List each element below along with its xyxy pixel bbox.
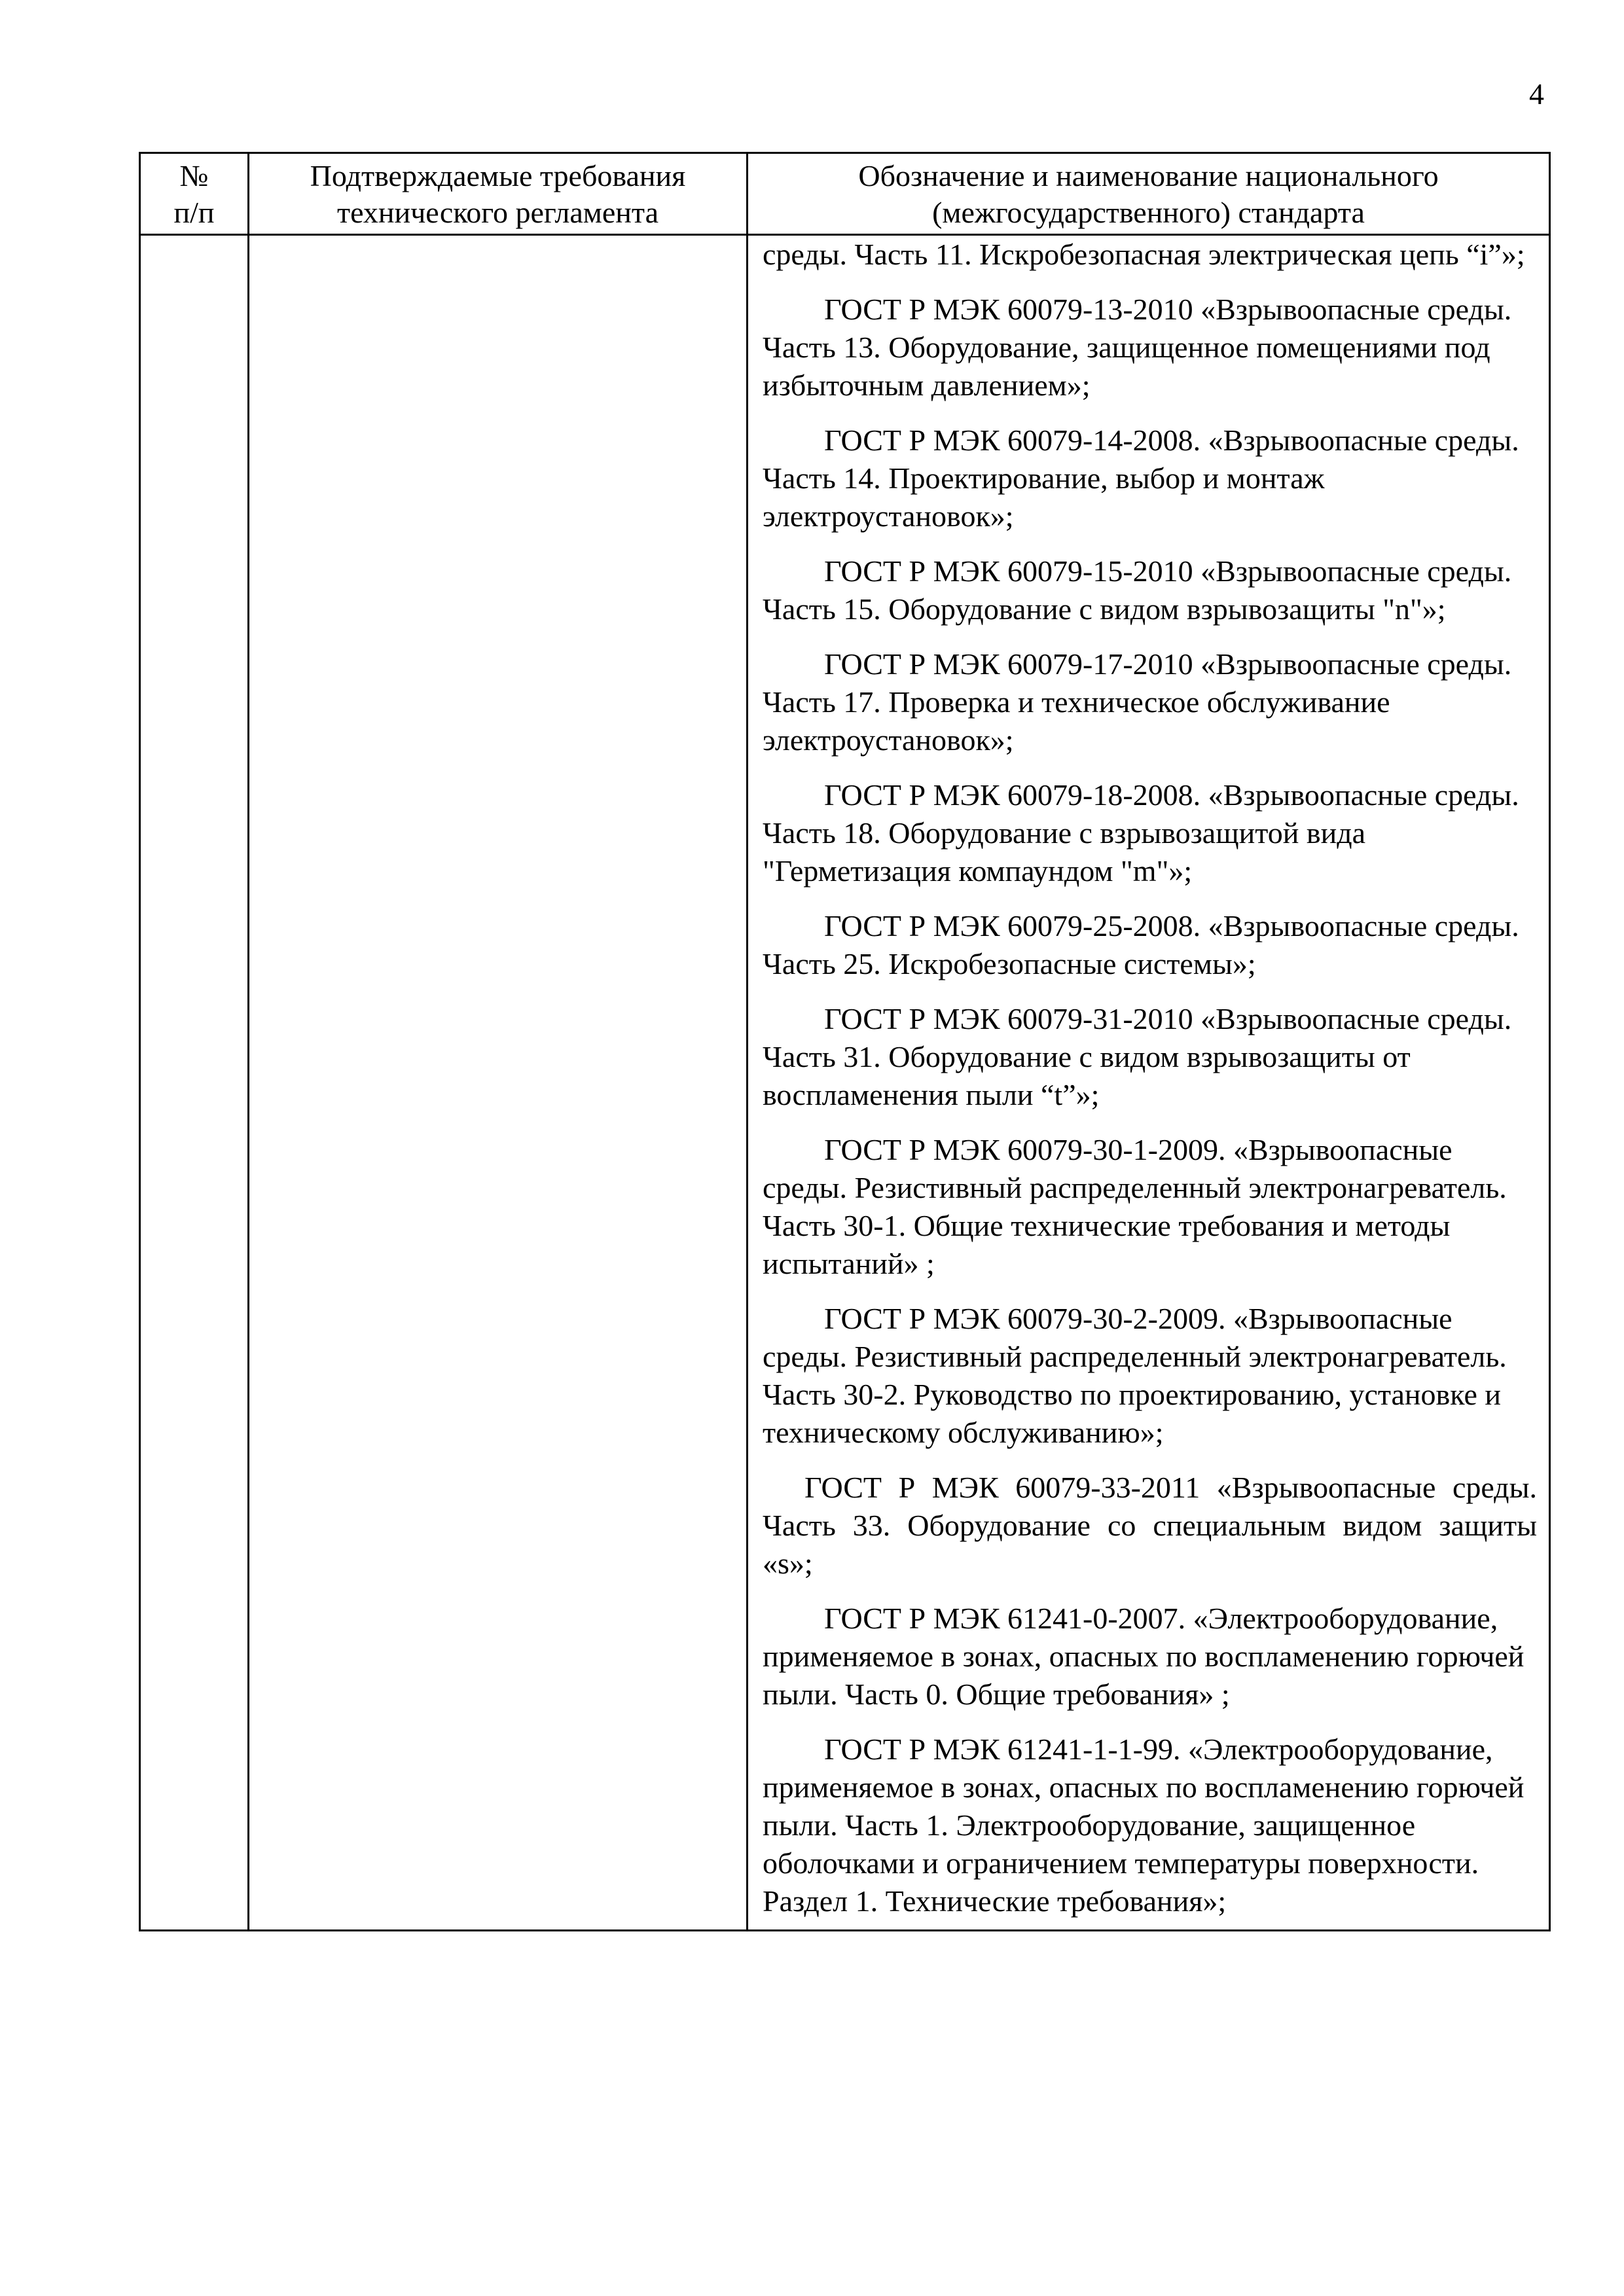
header-number-line-1: №: [179, 159, 209, 192]
header-requirements-line-2: технического регламента: [336, 196, 659, 229]
standard-entry: ГОСТ Р МЭК 60079-31-2010 «Взрывоопасные среды. Часть 31. Оборудование с видом взрывозащиты от воспламенения пыли “t”»;: [763, 1002, 1512, 1111]
page-number: 4: [1529, 77, 1544, 111]
standard-entry: ГОСТ Р МЭК 60079-30-2-2009. «Взрывоопасные среды. Резистивный распределенный электронагреватель. Часть 30-2. Руководство по проектированию, установке и техническому обслуживанию»;: [763, 1302, 1507, 1449]
header-standard-line-2: (межгосударственного) стандарта: [932, 196, 1365, 229]
standard-entry: среды. Часть 11. Искробезопасная электрическая цепь “i”»;: [763, 238, 1525, 271]
header-requirements-line-1: Подтверждаемые требования: [310, 159, 686, 192]
number-cell: [140, 235, 249, 1931]
standard-entry: ГОСТ Р МЭК 60079-14-2008. «Взрывоопасные среды. Часть 14. Проектирование, выбор и монтаж электроустановок»;: [763, 423, 1519, 533]
header-standard: [748, 153, 1550, 235]
standard-entry: ГОСТ Р МЭК 60079-33-2011 «Взрывоопасные среды. Часть 33. Оборудование со специальным видом защиты «s»;: [763, 1471, 1537, 1580]
standard-entry: ГОСТ Р МЭК 60079-17-2010 «Взрывоопасные среды. Часть 17. Проверка и техническое обслуживание электроустановок»;: [763, 647, 1512, 757]
standard-entry: ГОСТ Р МЭК 61241-0-2007. «Электрооборудование, применяемое в зонах, опасных по воспламенению горючей пыли. Часть 0. Общие требования» ;: [763, 1602, 1525, 1711]
table-row: [140, 235, 1550, 1931]
standards-table: [139, 152, 1551, 1931]
table-header-row: [140, 153, 1550, 235]
header-number: [140, 153, 249, 235]
standard-entry: ГОСТ Р МЭК 60079-13-2010 «Взрывоопасные среды. Часть 13. Оборудование, защищенное помещениями под избыточным давлением»;: [763, 293, 1512, 402]
requirements-cell: [249, 235, 748, 1931]
standard-entry: ГОСТ Р МЭК 60079-30-1-2009. «Взрывоопасные среды. Резистивный распределенный электронагреватель. Часть 30-1. Общие технические требования и методы испытаний» ;: [763, 1133, 1507, 1280]
standard-entry: ГОСТ Р МЭК 61241-1-1-99. «Электрооборудование, применяемое в зонах, опасных по воспламенению горючей пыли. Часть 1. Электрооборудование, защищенное оболочками и ограничением температуры поверхности. Раздел 1. Технические требования»;: [763, 1732, 1525, 1918]
standard-cell: [748, 235, 1550, 1931]
header-standard-line-1: Обозначение и наименование национального: [858, 159, 1439, 192]
standard-entry: ГОСТ Р МЭК 60079-25-2008. «Взрывоопасные среды. Часть 25. Искробезопасные системы»;: [763, 909, 1519, 980]
standard-entry: ГОСТ Р МЭК 60079-15-2010 «Взрывоопасные среды. Часть 15. Оборудование с видом взрывозащиты "n"»;: [763, 554, 1512, 626]
header-number-line-2: п/п: [173, 196, 215, 229]
header-requirements: [249, 153, 748, 235]
standard-entry: ГОСТ Р МЭК 60079-18-2008. «Взрывоопасные среды. Часть 18. Оборудование с взрывозащитой вида "Герметизация компаундом "m"»;: [763, 778, 1519, 888]
